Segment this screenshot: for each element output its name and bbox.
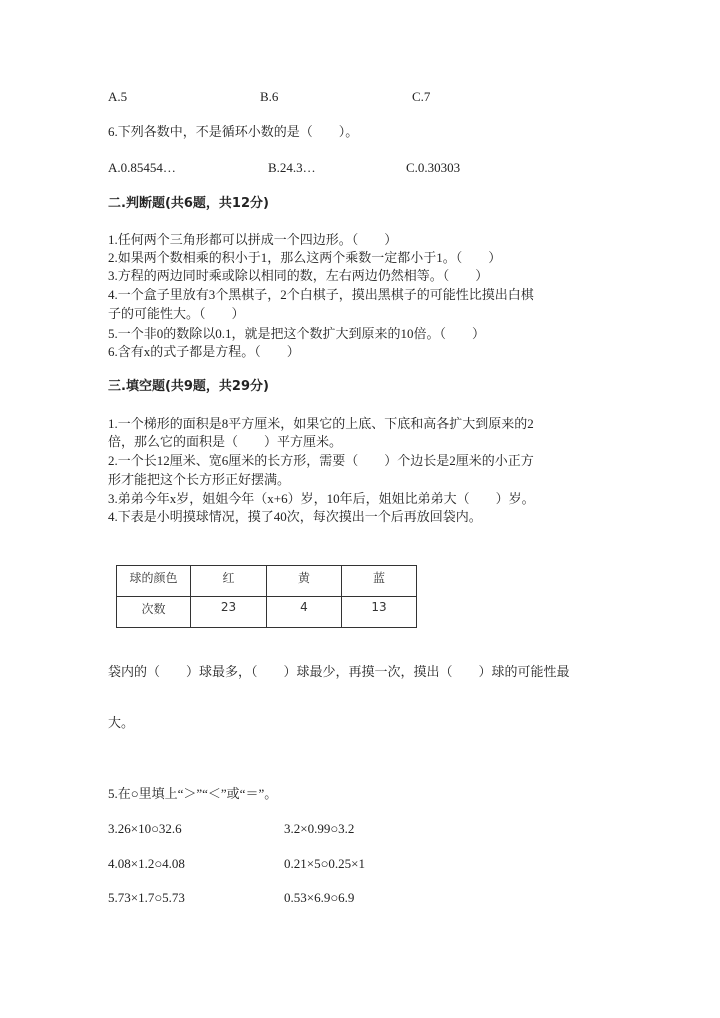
option-a: A.0.85454… [108, 160, 176, 175]
table-cell: 次数 [117, 597, 191, 628]
option-b: B.6 [260, 89, 279, 104]
compare-item: 0.21×5○0.25×1 [284, 856, 366, 871]
table-cell: 黄 [267, 566, 342, 597]
section-title: 二.判断题(共6题，共12分) [108, 196, 269, 211]
question-item: 3.弟弟今年x岁，姐姐今年（x+6）岁，10年后，姐姐比弟弟大（ ）岁。 [108, 491, 535, 506]
compare-item: 0.53×6.9○6.9 [284, 890, 355, 905]
ball-count-table [116, 565, 417, 628]
option-a: A.5 [108, 89, 128, 104]
table-cell: 红 [191, 566, 267, 597]
question-item: 4.下表是小明摸球情况，摸了40次，每次摸出一个后再放回袋内。 [108, 509, 482, 524]
question-item: 1.任何两个三角形都可以拼成一个四边形。（ ） [108, 232, 398, 247]
compare-item: 4.08×1.2○4.08 [108, 856, 185, 871]
compare-item: 5.73×1.7○5.73 [108, 890, 185, 905]
compare-item: 3.26×10○32.6 [108, 821, 182, 836]
question-item: 大。 [108, 715, 135, 730]
question-item: 袋内的（ ）球最多，（ ）球最少，再摸一次，摸出（ ）球的可能性最 [108, 664, 570, 679]
table-cell: 4 [267, 597, 342, 628]
table-cell: 蓝 [342, 566, 417, 597]
question-item: 3.方程的两边同时乘或除以相同的数，左右两边仍然相等。（ ） [108, 268, 489, 283]
compare-item: 3.2×0.99○3.2 [284, 821, 355, 836]
question-item: 6.含有x的式子都是方程。（ ） [108, 344, 300, 359]
question-6: 6.下列各数中，不是循环小数的是（ ）。 [108, 124, 359, 139]
question-item: 形才能把这个长方形正好摆满。 [108, 472, 291, 487]
question-item: 5.一个非0的数除以0.1，就是把这个数扩大到原来的10倍。（ ） [108, 326, 486, 341]
question-item: 2.一个长12厘米、宽6厘米的长方形，需要（ ）个边长是2厘米的小正方 [108, 453, 534, 468]
option-b: B.24.3… [268, 160, 316, 175]
option-c: C.7 [412, 89, 431, 104]
question-item: 倍，那么它的面积是（ ）平方厘米。 [108, 434, 343, 449]
table-cell: 23 [191, 597, 267, 628]
table-cell: 13 [342, 597, 417, 628]
question-item: 1.一个梯形的面积是8平方厘米，如果它的上底、下底和高各扩大到原来的2 [108, 416, 534, 431]
table-row [117, 597, 417, 628]
table-cell: 球的颜色 [117, 566, 191, 597]
section-title: 三.填空题(共9题，共29分) [108, 379, 269, 394]
question-item: 子的可能性大。（ ） [108, 306, 245, 321]
question-item: 2.如果两个数相乘的积小于1，那么这两个乘数一定都小于1。（ ） [108, 250, 502, 265]
table-header-row [117, 566, 417, 597]
option-c: C.0.30303 [406, 160, 461, 175]
question-item: 4.一个盒子里放有3个黑棋子，2个白棋子，摸出黑棋子的可能性比摸出白棋 [108, 287, 534, 302]
question-5: 5.在○里填上“＞”“＜”或“＝”。 [108, 786, 278, 801]
